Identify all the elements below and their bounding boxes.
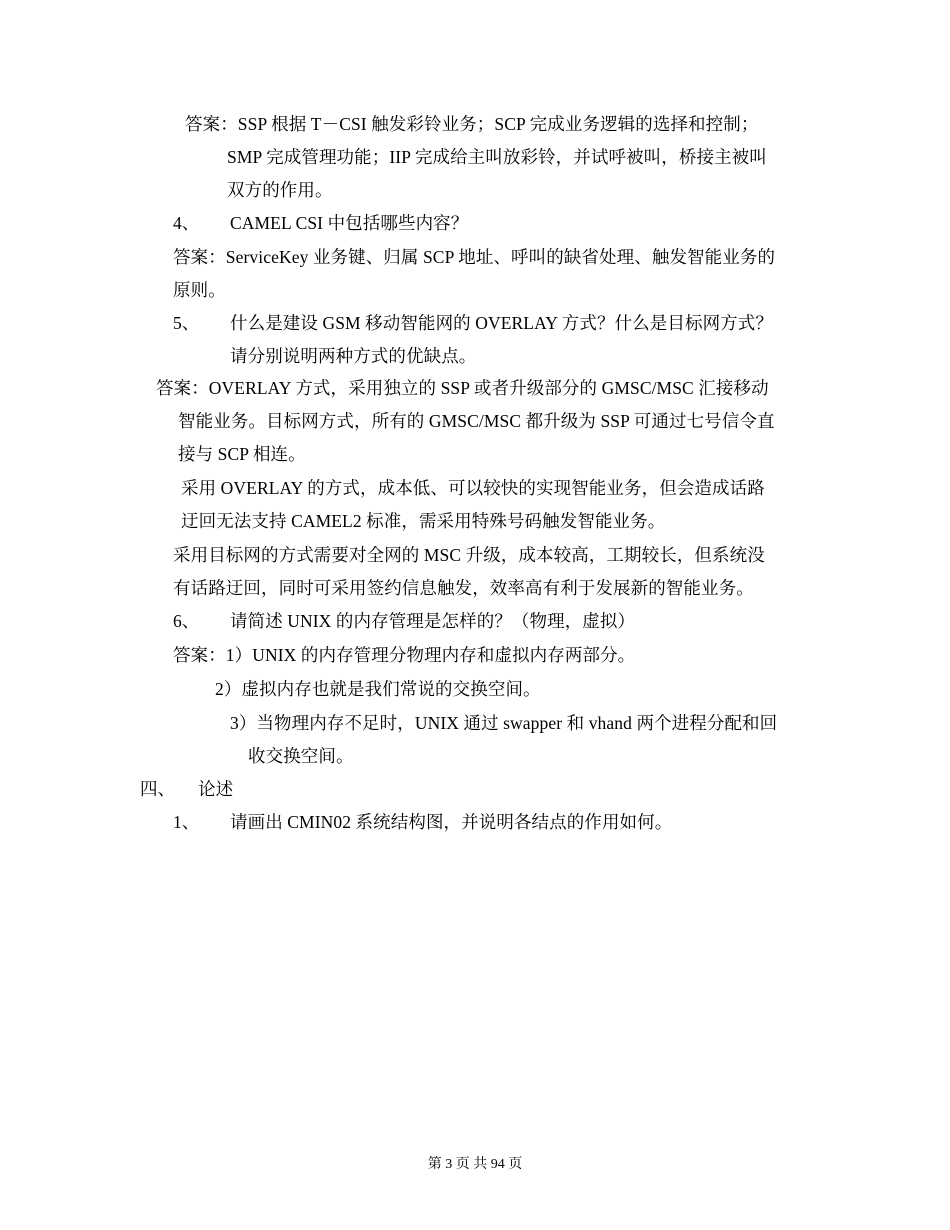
q6-question: 请简述 UNIX 的内存管理是怎样的？（物理，虚拟） [230,611,636,631]
q5-number: 5、 [173,313,200,333]
q5-answer-line2: 智能业务。目标网方式，所有的 GMSC/MSC 都升级为 SSP 可通过七号信令直 [178,411,775,431]
q5-para3-line2: 有话路迂回，同时可采用签约信息触发，效率高有利于发展新的智能业务。 [173,578,754,598]
q3-answer-line3: 双方的作用。 [227,180,333,200]
q4-answer-line1: 答案：ServiceKey 业务键、归属 SCP 地址、呼叫的缺省处理、触发智能业务的 [173,247,776,267]
q5-para2-line2: 迂回无法支持 CAMEL2 标准，需采用特殊号码触发智能业务。 [181,511,666,531]
q4-number: 4、 [173,213,200,233]
q3-answer-line1: 答案：SSP 根据 T－CSI 触发彩铃业务；SCP 完成业务逻辑的选择和控制； [185,114,759,134]
q4-answer-line2: 原则。 [173,280,226,300]
q5-question-line1: 什么是建设 GSM 移动智能网的 OVERLAY 方式？什么是目标网方式？ [230,313,773,333]
q6-answer-line4: 收交换空间。 [248,746,354,766]
q5-answer-line1: 答案：OVERLAY 方式，采用独立的 SSP 或者升级部分的 GMSC/MSC 汇接移动 [156,378,769,398]
q6-answer-line3: 3）当物理内存不足时，UNIX 通过 swapper 和 vhand 两个进程分配和回 [230,713,778,733]
q5-answer-line3: 接与 SCP 相连。 [178,444,306,464]
q6-answer-line1: 答案：1）UNIX 的内存管理分物理内存和虚拟内存两部分。 [173,645,636,665]
q6-answer-line2: 2）虚拟内存也就是我们常说的交换空间。 [215,679,541,699]
q5-para2-line1: 采用 OVERLAY 的方式，成本低、可以较快的实现智能业务，但会造成话路 [181,478,765,498]
section4-number: 四、 [140,779,175,799]
q4-question: CAMEL CSI 中包括哪些内容？ [230,213,469,233]
s4-q1-question: 请画出 CMIN02 系统结构图，并说明各结点的作用如何。 [230,812,673,832]
q6-number: 6、 [173,611,200,631]
page-number-footer: 第 3 页 共 94 页 [427,1157,523,1172]
s4-q1-number: 1、 [173,812,200,832]
q5-question-line2: 请分别说明两种方式的优缺点。 [230,346,477,366]
q3-answer-line2: SMP 完成管理功能；IIP 完成给主叫放彩铃，并试呼被叫，桥接主被叫 [227,147,767,167]
section4-title: 论述 [198,779,234,799]
q5-para3-line1: 采用目标网的方式需要对全网的 MSC 升级，成本较高，工期较长，但系统没 [173,545,765,565]
